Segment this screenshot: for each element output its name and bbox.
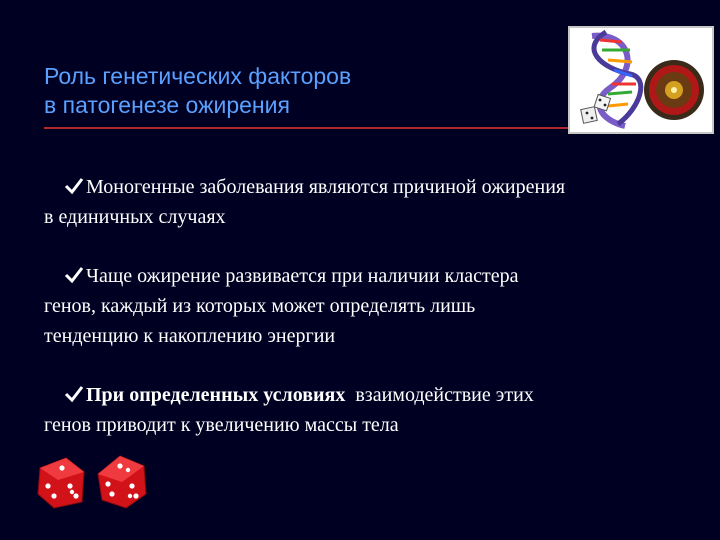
title-line-2: в патогенезе ожирения [44, 92, 290, 118]
title-underline [44, 127, 576, 129]
dna-roulette-illustration [570, 28, 712, 132]
bullet-2-line-3: тенденцию к накоплению энергии [44, 325, 336, 347]
bullet-item [44, 172, 684, 232]
slide-title [44, 62, 544, 120]
checkmark-icon [64, 266, 84, 284]
bullet-3-line-1-rest: взаимодействие этих [345, 384, 534, 406]
title-line-1: Роль генетических факторов [44, 63, 352, 89]
checkmark-icon [64, 177, 84, 195]
bullet-1-line-2: в единичных случаях [44, 206, 226, 228]
dna-roulette-image [568, 26, 714, 134]
bullet-3-line-2: генов приводит к увеличению массы тела [44, 414, 399, 436]
bullet-item [44, 380, 684, 440]
red-die-right [98, 456, 146, 508]
bullet-1-line-1: Моногенные заболевания являются причиной ожирения [86, 176, 566, 198]
bullet-item [44, 261, 684, 351]
checkmark-icon [64, 385, 84, 403]
red-die-left [38, 458, 84, 508]
bullet-list [44, 172, 684, 469]
bullet-2-line-2: генов, каждый из которых может определять лишь [44, 295, 476, 317]
bullet-3-bold: При определенных условиях [86, 384, 346, 406]
red-dice-icon [32, 452, 152, 512]
bullet-2-line-1: Чаще ожирение развивается при наличии кластера [86, 265, 519, 287]
